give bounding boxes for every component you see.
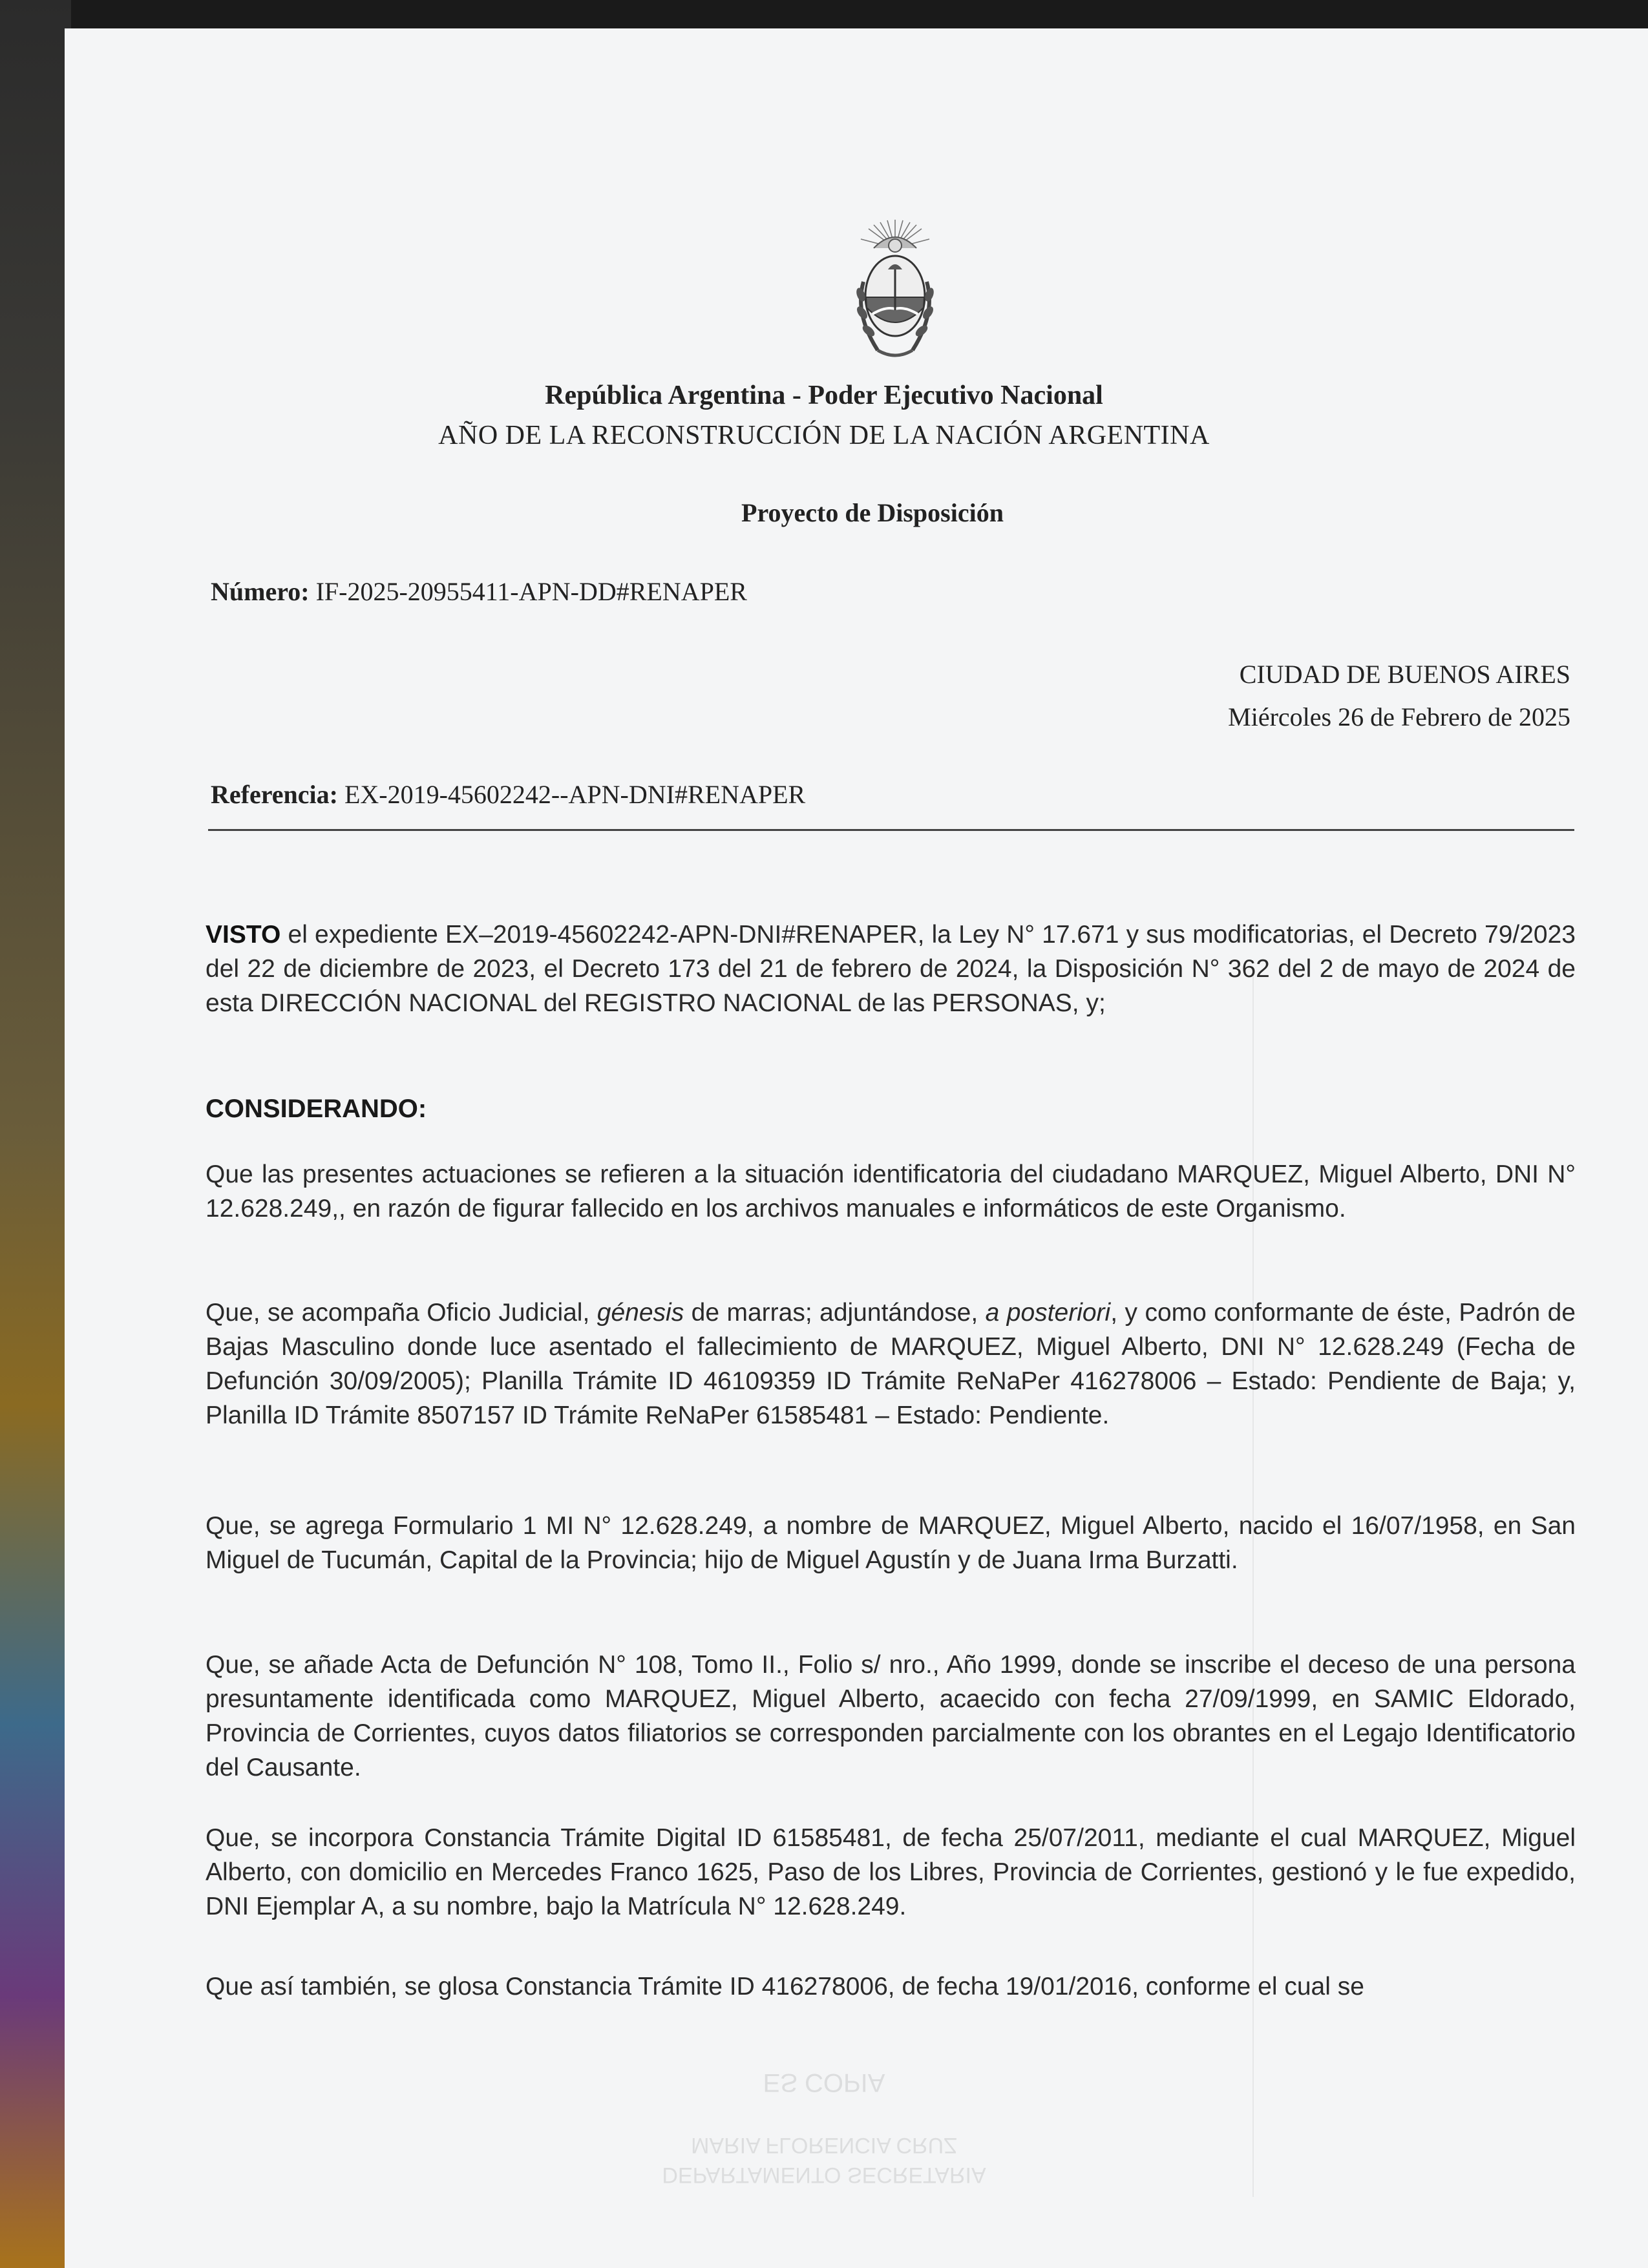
argentina-coat-of-arms-icon [840, 217, 950, 372]
paragraph-2-italic-genesis: génesis [597, 1299, 684, 1327]
paragraph-4: Que, se añade Acta de Defunción N° 108, Tomo II., Folio s/ nro., Año 1999, donde se inscribe el deceso de una persona presuntamente identificada como MARQUEZ, Miguel Alberto, acaecido con fecha 27/09/1999, en SAMIC Eldorado, Provincia de Corrientes, cuyos datos filiatorios se corresponden parcialmente con los obrantes en el Legajo Identificatorio del Causante. [206, 1651, 1576, 1781]
paragraph-3: Que, se agrega Formulario 1 MI N° 12.628.249, a nombre de MARQUEZ, Miguel Alberto, nacido el 16/07/1958, en San Miguel de Tucumán, Capital de la Provincia; hijo de Miguel Agustín y de Juana Irma Burzatti. [206, 1512, 1576, 1574]
reference [211, 779, 805, 810]
paragraph-2-text-a: Que, se acompaña Oficio Judicial, [206, 1299, 597, 1327]
paragraph-6: Que así también, se glosa Constancia Trámite ID 416278006, de fecha 19/01/2016, conforme el cual se [206, 1973, 1364, 2000]
scanner-edge [0, 0, 71, 2268]
bleed-through-stamp-dept: DEPARTAMENTO SECRETARIA [662, 2163, 986, 2187]
visto-keyword: VISTO [206, 921, 281, 949]
document-type: Proyecto de Disposición [741, 498, 1004, 527]
considerando-heading: CONSIDERANDO: [206, 1095, 427, 1123]
header-subtitle: AÑO DE LA RECONSTRUCCIÓN DE LA NACIÓN ARGENTINA [438, 421, 1210, 450]
paragraph-1: Que las presentes actuaciones se refieren a la situación identificatoria del ciudadano MARQUEZ, Miguel Alberto, DNI N° 12.628.249,, en razón de figurar fallecido en los archivos manuales e informáticos de este Organismo. [206, 1160, 1576, 1223]
location: CIUDAD DE BUENOS AIRES [1239, 660, 1570, 689]
document-number-value: IF-2025-20955411-APN-DD#RENAPER [315, 577, 747, 606]
bleed-through-stamp-copy: ES COPIA [763, 2068, 885, 2097]
document-date: Miércoles 26 de Febrero de 2025 [1228, 702, 1570, 731]
paragraph-5: Que, se incorpora Constancia Trámite Digital ID 61585481, de fecha 25/07/2011, mediante el cual MARQUEZ, Miguel Alberto, con domicilio en Mercedes Franco 1625, Paso de los Libres, Provincia de Corrientes, gestionó y le fue expedido, DNI Ejemplar A, a su nombre, bajo la Matrícula N° 12.628.249. [206, 1824, 1576, 1920]
reference-label: Referencia: [211, 780, 338, 809]
bleed-through-stamp-name: MARIA FLORENCIA CRUZ [691, 2133, 957, 2158]
header-divider [208, 829, 1574, 831]
document-number-label: Número: [211, 577, 310, 606]
paragraph-2 [206, 1296, 1576, 1433]
header-title: República Argentina - Poder Ejecutivo Nacional [545, 381, 1103, 410]
visto-paragraph [206, 918, 1576, 1020]
document-number [211, 576, 747, 607]
paragraph-2-text-b: de marras; adjuntándose, [684, 1299, 986, 1327]
paragraph-2-italic-aposteriori: a posteriori [985, 1299, 1111, 1327]
visto-text: el expediente EX–2019-45602242-APN-DNI#RENAPER, la Ley N° 17.671 y sus modificatorias, el Decreto 79/2023 del 22 de diciembre de 2023, el Decreto 173 del 21 de febrero de 2024, la Disposición N° 362 del 2 de mayo de 2024 de esta DIRECCIÓN NACIONAL del REGISTRO NACIONAL de las PERSONAS, y; [206, 921, 1576, 1017]
paragraph-2-text-c: , y como conformante de éste, Padrón de Bajas Masculino donde luce asentado el fallecimiento de MARQUEZ, Miguel Alberto, DNI N° 12.628.249 (Fecha de Defunción 30/09/2005); Planilla Trámite ID 46109359 ID Trámite ReNaPer 416278006 – Estado: Pendiente de Baja; y, Planilla ID Trámite 8507157 ID Trámite ReNaPer 61585481 – Estado: Pendiente. [206, 1299, 1576, 1429]
reference-value: EX-2019-45602242--APN-DNI#RENAPER [344, 780, 806, 809]
page-fold [1252, 969, 1254, 2197]
